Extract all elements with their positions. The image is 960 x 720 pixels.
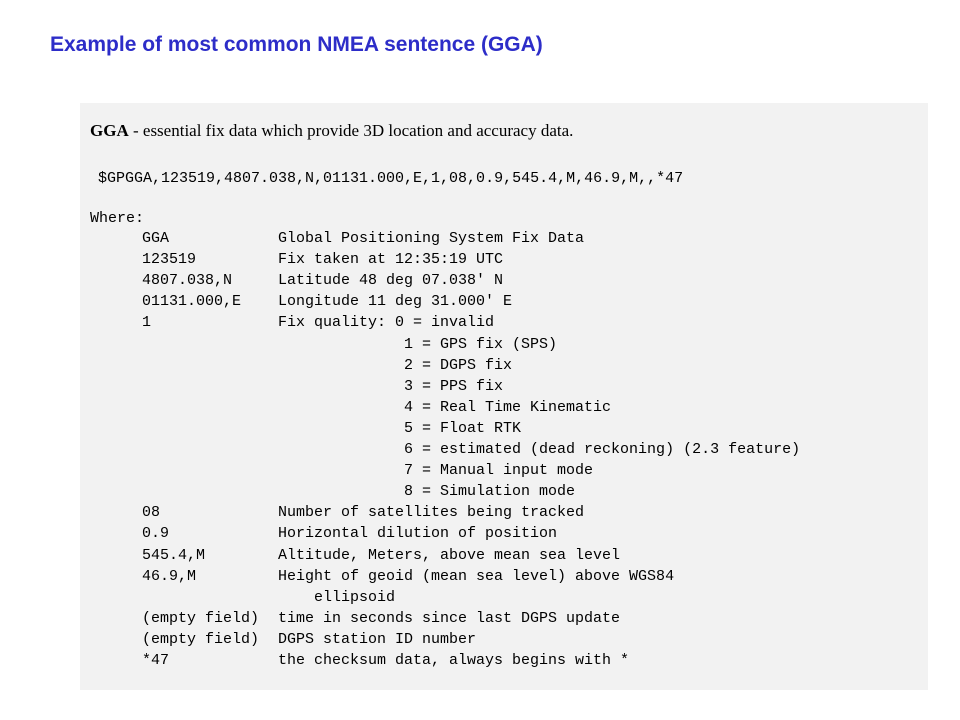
field-key: 46.9,M (142, 567, 197, 585)
field-key: *47 (142, 652, 170, 669)
field-description: Altitude, Meters, above mean sea level (278, 546, 621, 564)
field-description: 3 = PPS fix (278, 377, 504, 395)
field-key: (empty field) (142, 630, 260, 648)
field-key: 01131.000,E (142, 293, 242, 311)
field-key: 1 (142, 314, 152, 332)
field-description: DGPS station ID number (278, 630, 477, 648)
field-key: 4807.038,N (142, 272, 233, 290)
field-description: 8 = Simulation mode (278, 483, 576, 501)
field-description: time in seconds since last DGPS update (278, 609, 621, 627)
field-description: Height of geoid (mean sea level) above WGS84 (278, 567, 675, 585)
gga-reference-panel (80, 103, 928, 690)
field-description: Number of satellites being tracked (278, 504, 585, 522)
field-description: 5 = Float RTK (278, 419, 522, 437)
field-key: GGA (142, 230, 170, 247)
panel-heading (90, 121, 573, 141)
heading-description: - essential fix data which provide 3D location and accuracy data. (128, 121, 574, 140)
field-description: Longitude 11 deg 31.000' E (278, 293, 513, 311)
where-label: Where: (90, 210, 145, 227)
field-description: the checksum data, always begins with * (278, 652, 630, 669)
field-description: Global Positioning System Fix Data (278, 230, 585, 247)
field-key: 0.9 (142, 525, 170, 543)
field-description: Fix quality: 0 = invalid (278, 314, 495, 332)
slide-title: Example of most common NMEA sentence (GGA) (50, 33, 543, 56)
field-key: 123519 (142, 251, 197, 269)
field-description: 7 = Manual input mode (278, 462, 594, 480)
field-key: (empty field) (142, 609, 260, 627)
field-description: 1 = GPS fix (SPS) (278, 335, 558, 353)
heading-term: GGA (90, 121, 129, 140)
field-description: 4 = Real Time Kinematic (278, 398, 612, 416)
field-description: Horizontal dilution of position (278, 525, 558, 543)
example-sentence: $GPGGA,123519,4807.038,N,01131.000,E,1,08,0.9,545.4,M,46.9,M,,*47 (98, 170, 684, 187)
field-description: Latitude 48 deg 07.038' N (278, 272, 504, 290)
field-key: 545.4,M (142, 546, 206, 564)
field-description: 2 = DGPS fix (278, 356, 513, 374)
field-description: ellipsoid (278, 588, 396, 606)
field-description: 6 = estimated (dead reckoning) (2.3 feature) (278, 441, 801, 458)
field-key: 08 (142, 504, 161, 522)
field-description: Fix taken at 12:35:19 UTC (278, 251, 504, 269)
